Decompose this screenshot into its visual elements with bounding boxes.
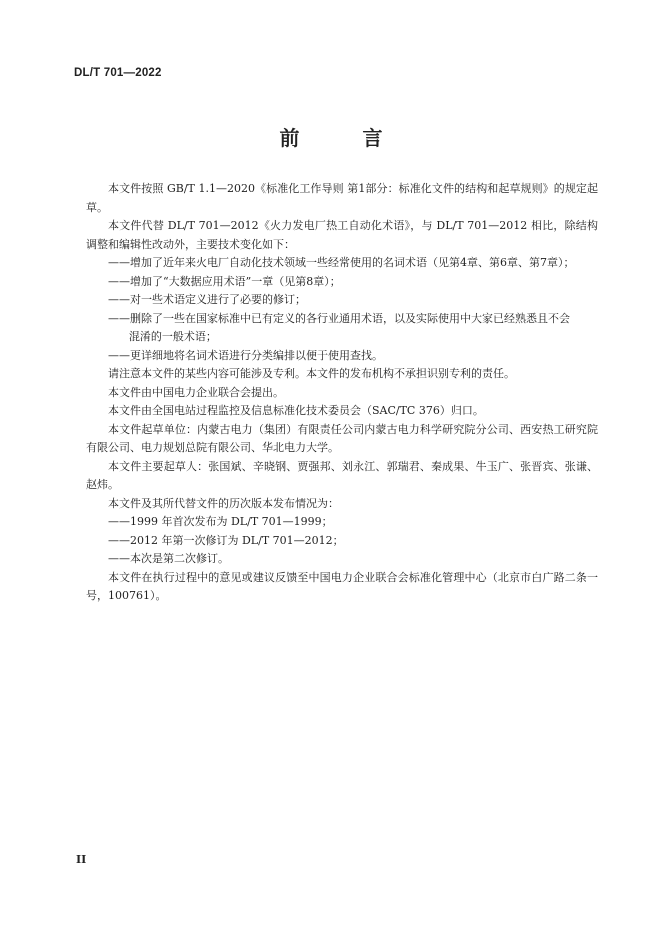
change-item-continuation-text: 混淆的一般术语；: [128, 330, 217, 343]
change-item: ——更详细地将名词术语进行分类编排以便于使用查找。: [108, 348, 383, 362]
page-number: II: [76, 853, 87, 866]
history-item: ——2012 年第一次修订为 DL/T 701—2012；: [108, 533, 344, 547]
history-item: ——本次是第二次修订。: [108, 552, 229, 565]
paragraph-patent-notice: 请注意本文件的某些内容可能涉及专利。本文件的发布机构不承担识别专利的责任。: [108, 367, 515, 380]
page-title: 前 言: [279, 126, 411, 150]
paragraph-managed-by: 本文件由全国电站过程监控及信息标准化技术委员会（SAC/TC 376）归口。: [108, 404, 484, 417]
foreword-body: [86, 180, 598, 606]
paragraph-history: 本文件及其所代替文件的历次版本发布情况为：: [108, 496, 339, 510]
change-item: ——增加了“大数据应用术语”一章（见第8章）；: [108, 274, 341, 288]
change-item: ——增加了近年来火电厂自动化技术领域一些经常使用的名词术语（见第4章、第6章、第7章）；: [108, 256, 575, 269]
change-item-continuation: [86, 328, 598, 347]
document-code: DL/T 701—2022: [74, 67, 162, 79]
history-item: ——1999 年首次发布为 DL/T 701—1999；: [108, 515, 333, 528]
paragraph-feedback: 本文件在执行过程中的意见或建议反馈至中国电力企业联合会标准化管理中心（北京市白广路二条一号，100761）。: [86, 570, 598, 602]
paragraph-drafting-rules: 本文件按照 GB/T 1.1—2020《标准化工作导则 第1部分：标准化文件的结构和起草规则》的规定起草。: [86, 182, 598, 214]
paragraph-replaces: 本文件代替 DL/T 701—2012《火力发电厂热工自动化术语》，与 DL/T 701—2012 相比，除结构调整和编辑性改动外，主要技术变化如下：: [86, 219, 598, 251]
change-item: ——删除了一些在国家标准中已有定义的各行业通用术语，以及实际使用中大家已经熟悉且不会: [108, 311, 570, 325]
paragraph-drafting-units: 本文件起草单位：内蒙古电力（集团）有限责任公司内蒙古电力科学研究院分公司、西安热工研究院有限公司、电力规划总院有限公司、华北电力大学。: [86, 422, 598, 454]
paragraph-drafters: 本文件主要起草人：张国斌、辛晓钢、贾强邦、刘永江、郭瑞君、秦成果、牛玉广、张晋宾、张谦、赵炜。: [86, 459, 598, 491]
paragraph-proposed-by: 本文件由中国电力企业联合会提出。: [108, 385, 284, 399]
change-item: ——对一些术语定义进行了必要的修订；: [108, 293, 306, 306]
